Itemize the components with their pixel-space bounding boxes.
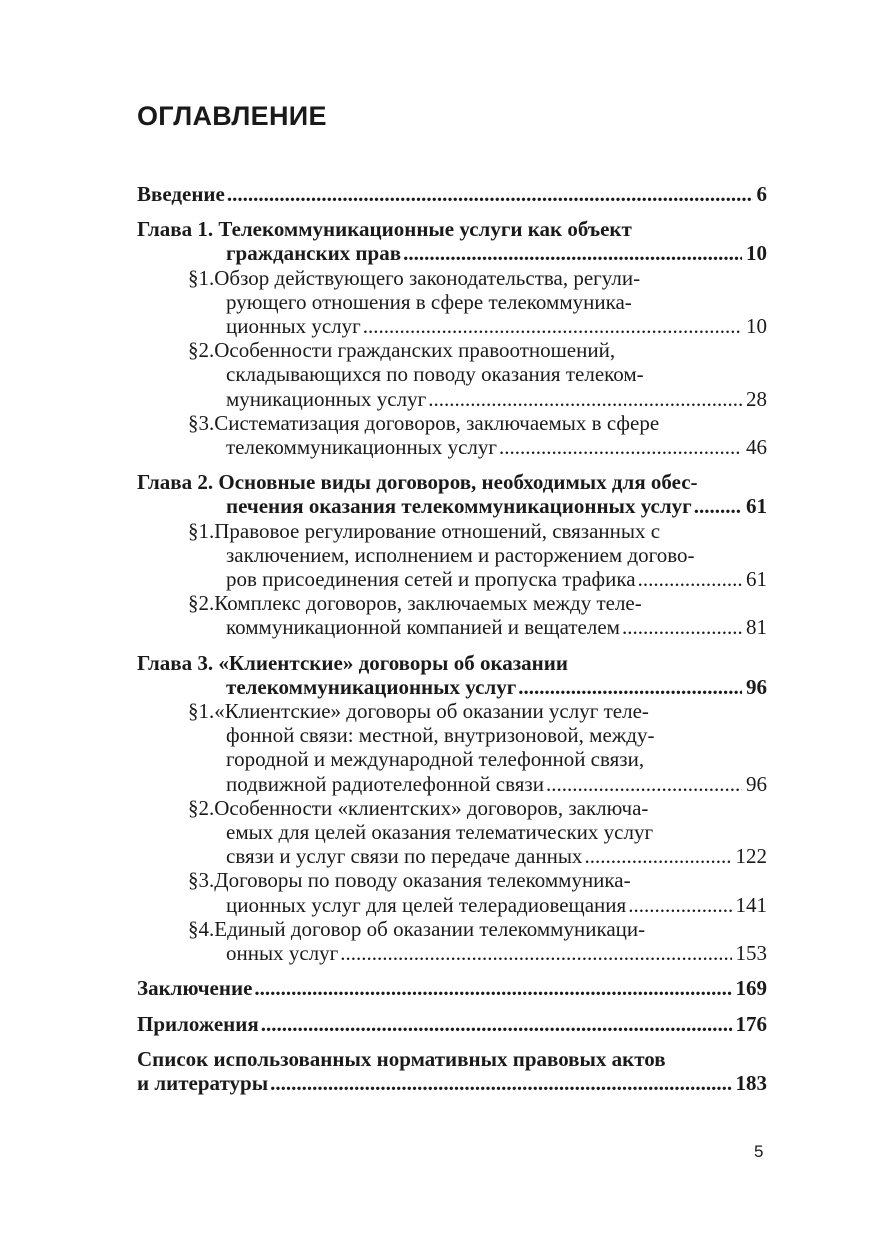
- dot-leader: [622, 615, 742, 639]
- section-mark: §3.: [188, 868, 215, 893]
- toc-page-number: 10: [746, 241, 767, 266]
- section-line: городной и международной телефонной связи,: [226, 747, 645, 772]
- toc-page-number: 28: [746, 386, 767, 411]
- chapter-title-line1: «Клиентские» договоры об оказании: [218, 650, 568, 675]
- section-line: Систематизация договоров, заключаемых в сфере: [214, 410, 660, 435]
- section-line: Единый договор об оказании телекоммуникаци-: [214, 916, 646, 941]
- toc-section-1-1[interactable]: [137, 266, 767, 339]
- section-last-line: онных услуг: [226, 941, 339, 966]
- section-mark: §2.: [188, 338, 215, 363]
- section-mark: §2.: [188, 591, 215, 616]
- chapter-title-last-line[interactable]: [137, 675, 767, 699]
- dot-leader: [254, 976, 731, 1000]
- section-line: «Клиентские» договоры об оказании услуг теле-: [214, 699, 649, 724]
- chapter-title-line2: гражданских прав: [226, 241, 402, 266]
- dot-leader: [428, 387, 742, 411]
- toc-page-number: 61: [746, 494, 767, 519]
- toc-page-number: 169: [735, 976, 767, 1001]
- toc-page-number: 96: [746, 771, 767, 796]
- toc-page-number: 153: [735, 941, 767, 966]
- toc-entry-text-line2: и литературы: [137, 1070, 269, 1095]
- dot-leader: [270, 1071, 731, 1095]
- chapter-heading[interactable]: [137, 470, 767, 494]
- dot-leader: [363, 314, 742, 338]
- section-line: емых для целей оказания телематических услуг: [226, 820, 654, 845]
- chapter-heading[interactable]: [137, 651, 767, 675]
- toc-page-number: 122: [735, 844, 767, 869]
- section-last-line: ционных услуг: [226, 314, 361, 339]
- section-mark: §4.: [188, 916, 215, 941]
- section-mark: §1.: [188, 518, 215, 543]
- section-line: складывающихся по поводу оказания телеком-: [226, 362, 644, 387]
- section-line: Договоры по поводу оказания телекоммуника-: [214, 868, 631, 893]
- dot-leader: [628, 893, 731, 917]
- section-mark: §3.: [188, 410, 215, 435]
- toc-entry-introduction[interactable]: [137, 182, 767, 206]
- toc-page-number: 10: [746, 314, 767, 339]
- section-line: фонной связи: местной, внутризоновой, между-: [226, 723, 655, 748]
- page-title: ОГЛАВЛЕНИЕ: [137, 101, 327, 131]
- toc-page-number: 61: [746, 567, 767, 592]
- toc-entry-text: Введение: [137, 182, 225, 206]
- section-last-line: коммуникационной компанией и вещателем: [226, 615, 620, 640]
- chapter-label: Глава 2.: [137, 470, 214, 495]
- dot-leader: [546, 772, 742, 796]
- toc-section-2-1[interactable]: [137, 519, 767, 592]
- toc-page-number: 141: [735, 892, 767, 917]
- section-line: заключением, исполнением и расторжением догово-: [226, 542, 695, 567]
- dot-leader: [518, 675, 742, 699]
- toc-entry-text: Заключение: [137, 976, 253, 1001]
- toc-entry-references[interactable]: [137, 1047, 767, 1095]
- section-last-line: ционных услуг для целей телерадиовещания: [226, 892, 627, 917]
- toc-section-2-2[interactable]: [137, 591, 767, 639]
- dot-leader: [694, 494, 742, 518]
- toc-page-number: 96: [746, 674, 767, 699]
- toc-entry-text: Приложения: [137, 1011, 259, 1036]
- dot-leader: [638, 567, 742, 591]
- dot-leader: [499, 435, 742, 459]
- dot-leader: [261, 1012, 732, 1036]
- toc-section-1-3[interactable]: [137, 411, 767, 459]
- section-line: Особенности гражданских правоотношений,: [214, 338, 616, 363]
- section-mark: §1.: [188, 265, 215, 290]
- section-line: Особенности «клиентских» договоров, заключа-: [214, 795, 649, 820]
- chapter-title-last-line[interactable]: [137, 241, 767, 265]
- toc-page-number: 176: [735, 1011, 767, 1036]
- toc-entry-appendices[interactable]: [137, 1012, 767, 1036]
- section-line: Комплекс договоров, заключаемых между теле-: [214, 591, 642, 616]
- chapter-title-last-line[interactable]: [137, 494, 767, 518]
- toc-section-3-1[interactable]: [137, 699, 767, 796]
- chapter-label: Глава 1.: [137, 217, 214, 242]
- toc-page-number: 183: [735, 1070, 767, 1095]
- section-line: Обзор действующего законодательства, регули-: [214, 265, 641, 290]
- section-mark: §2.: [188, 795, 215, 820]
- toc-section-1-2[interactable]: [137, 338, 767, 411]
- toc-page-number: 46: [746, 435, 767, 460]
- dot-leader: [227, 182, 753, 206]
- toc-chapter-1: [137, 217, 767, 459]
- page-number: 5: [754, 1142, 764, 1161]
- toc-page-number: 6: [756, 182, 767, 206]
- section-last-line: телекоммуникационных услуг: [226, 435, 498, 460]
- toc-page-number: 81: [746, 615, 767, 640]
- dot-leader: [403, 241, 742, 265]
- section-last-line: связи и услуг связи по передаче данных: [226, 844, 583, 869]
- section-mark: §1.: [188, 699, 215, 724]
- chapter-title-line1: Основные виды договоров, необходимых для обес-: [218, 470, 698, 495]
- chapter-title-line2: телекоммуникационных услуг: [226, 674, 517, 699]
- section-last-line: муникационных услуг: [226, 386, 427, 411]
- chapter-title-line2: печения оказания телекоммуникационных услуг: [226, 494, 692, 519]
- section-line: Правовое регулирование отношений, связанных с: [214, 518, 661, 543]
- section-last-line: ров присоединения сетей и пропуска трафика: [226, 567, 636, 592]
- toc-section-3-2[interactable]: [137, 796, 767, 869]
- section-last-line: подвижной радиотелефонной связи: [226, 771, 544, 796]
- toc-section-3-3[interactable]: [137, 868, 767, 916]
- table-of-contents: [137, 182, 767, 1106]
- toc-chapter-3: [137, 651, 767, 966]
- section-line: рующего отношения в сфере телекоммуника-: [226, 289, 632, 314]
- toc-entry-conclusion[interactable]: [137, 976, 767, 1000]
- toc-entry-text-line1: Список использованных нормативных правовых актов: [137, 1046, 666, 1071]
- chapter-heading[interactable]: [137, 217, 767, 241]
- dot-leader: [340, 941, 731, 965]
- toc-chapter-2: [137, 470, 767, 639]
- chapter-title-line1: Телекоммуникационные услуги как объект: [218, 217, 632, 242]
- dot-leader: [584, 844, 731, 868]
- chapter-label: Глава 3.: [137, 650, 214, 675]
- toc-section-3-4[interactable]: [137, 917, 767, 965]
